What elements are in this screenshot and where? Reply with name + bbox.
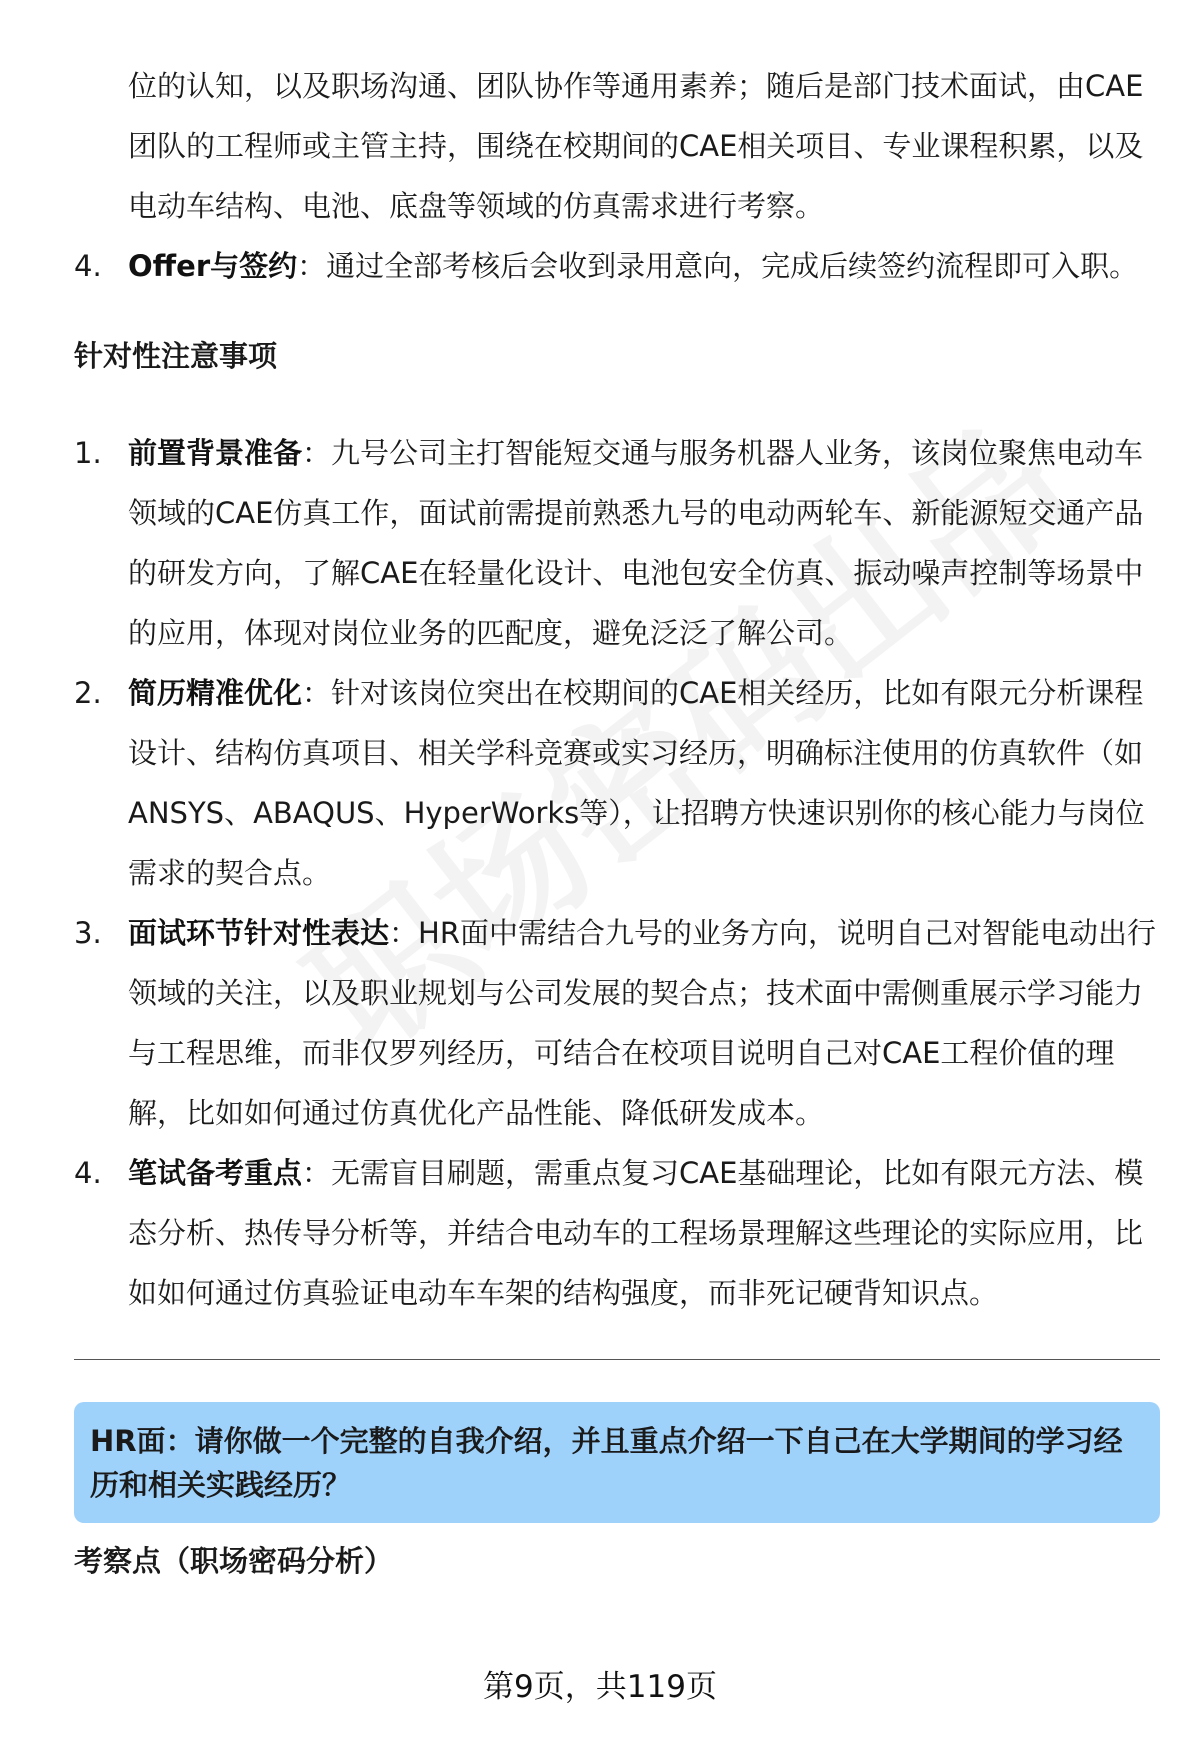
list-number: 4. bbox=[74, 1156, 102, 1190]
list-number: 3. bbox=[74, 916, 102, 950]
item-text: ：HR面中需结合九号的业务方向，说明自己对智能电动出行领域的关注，以及职业规划与公司发展的契合点；技术面中需侧重展示学习能力与工程思维，而非仅罗列经历，可结合在校项目说明自己对CAE工程价值的理解，比如如何通过仿真优化产品性能、降低研发成本。 bbox=[128, 916, 1156, 1130]
question-box: HR面：请你做一个完整的自我介绍，并且重点介绍一下自己在大学期间的学习经历和相关实践经历？ bbox=[74, 1402, 1160, 1523]
intro-paragraph: 位的认知，以及职场沟通、团队协作等通用素养；随后是部门技术面试，由CAE团队的工程师或主管主持，围绕在校期间的CAE相关项目、专业课程积累，以及电动车结构、电池、底盘等领域的仿真需求进行考察。 bbox=[128, 69, 1144, 223]
list-item bbox=[74, 663, 1160, 903]
list-item bbox=[74, 236, 1160, 296]
list-number: 1. bbox=[74, 436, 102, 470]
item-text: ：通过全部考核后会收到录用意向，完成后续签约流程即可入职。 bbox=[297, 249, 1139, 283]
divider bbox=[74, 1359, 1160, 1360]
process-list bbox=[74, 236, 1160, 296]
item-title: Offer与签约 bbox=[128, 249, 298, 283]
item-title: 面试环节针对性表达 bbox=[128, 916, 390, 950]
analysis-heading: 考察点（职场密码分析） bbox=[74, 1544, 394, 1578]
list-item bbox=[74, 1143, 1160, 1323]
item-text: ：针对该岗位突出在校期间的CAE相关经历，比如有限元分析课程设计、结构仿真项目、相关学科竞赛或实习经历，明确标注使用的仿真软件（如ANSYS、ABAQUS、HyperWorks等），让招聘方快速识别你的核心能力与岗位需求的契合点。 bbox=[128, 676, 1145, 890]
page-footer: 第9页，共119页 bbox=[483, 1669, 717, 1705]
list-number: 2. bbox=[74, 676, 102, 710]
item-title: 笔试备考重点 bbox=[128, 1156, 303, 1190]
notes-list bbox=[74, 423, 1160, 1323]
list-item bbox=[74, 903, 1160, 1143]
item-text: ：九号公司主打智能短交通与服务机器人业务，该岗位聚焦电动车领域的CAE仿真工作，面试前需提前熟悉九号的电动两轮车、新能源短交通产品的研发方向，了解CAE在轻量化设计、电池包安全仿真、振动噪声控制等场景中的应用，体现对岗位业务的匹配度，避免泛泛了解公司。 bbox=[128, 436, 1144, 650]
item-title: 前置背景准备 bbox=[128, 436, 303, 470]
item-title: 简历精准优化 bbox=[128, 676, 303, 710]
list-number: 4. bbox=[74, 249, 102, 283]
page-content bbox=[74, 56, 1160, 1591]
list-item bbox=[74, 423, 1160, 663]
section-heading: 针对性注意事项 bbox=[74, 339, 278, 373]
item-text: ：无需盲目刷题，需重点复习CAE基础理论，比如有限元方法、模态分析、热传导分析等，并结合电动车的工程场景理解这些理论的实际应用，比如如何通过仿真验证电动车车架的结构强度，而非死记硬背知识点。 bbox=[128, 1156, 1144, 1310]
